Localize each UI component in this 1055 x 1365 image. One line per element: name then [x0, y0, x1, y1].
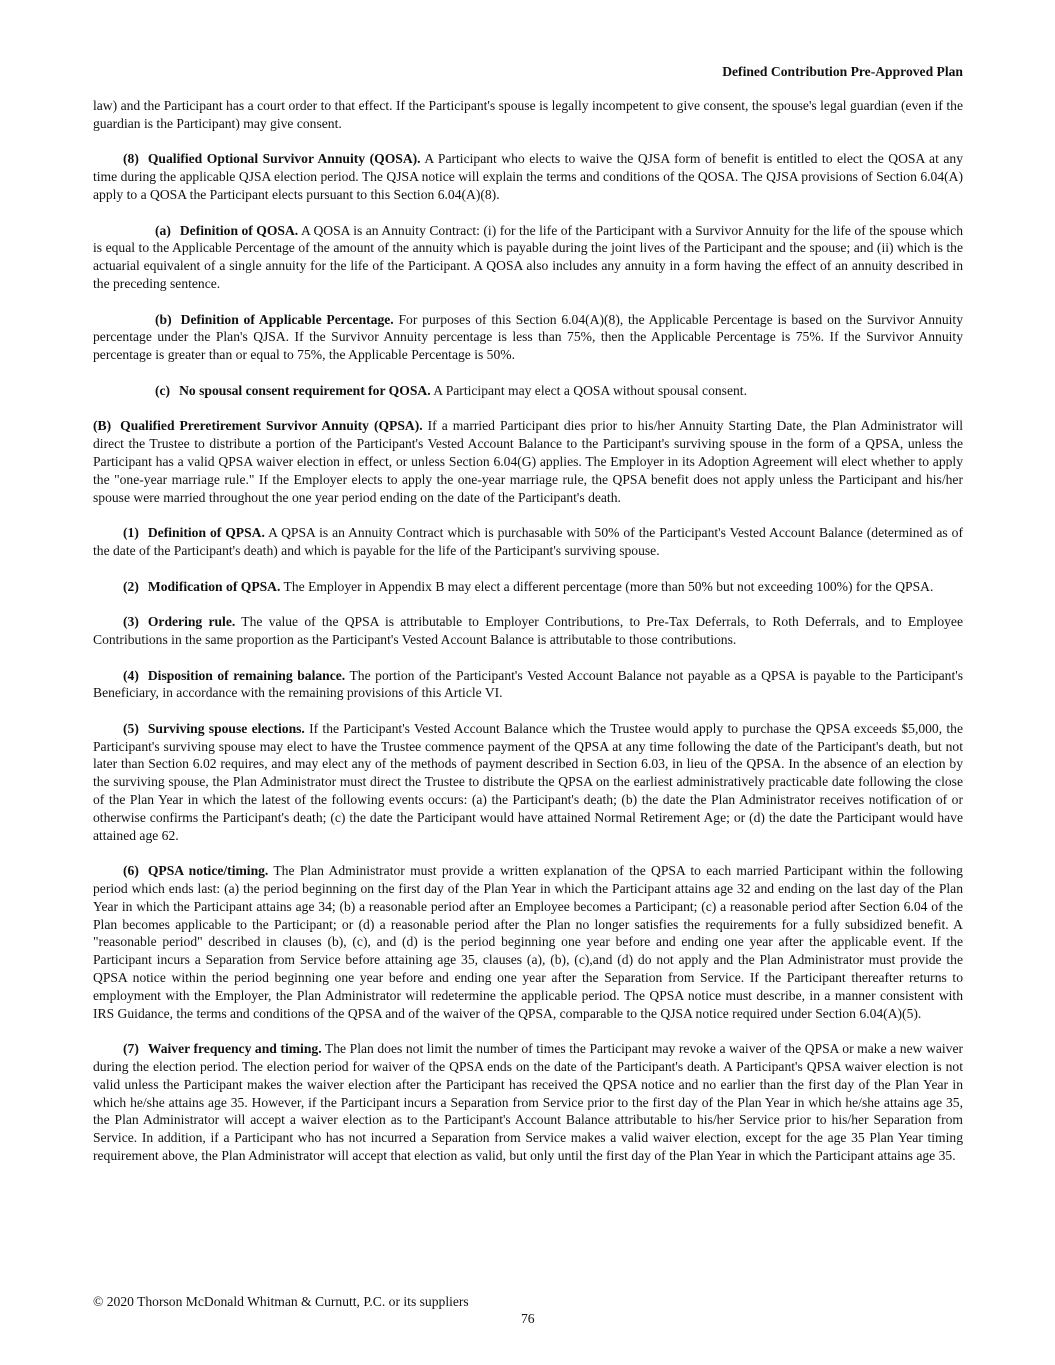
section-title: Definition of QPSA.	[147, 525, 265, 541]
section-title: Ordering rule.	[147, 614, 236, 630]
paragraph-text: law) and the Participant has a court order to that effect. If the Participant's spouse is legally incompetent to give consent, the spouse's legal guardian (even if the guardian is the Participant) may give consent.	[93, 98, 963, 131]
paragraph-continuation	[93, 97, 963, 133]
section-number: (c)	[155, 382, 171, 398]
paragraph-text: The portion of the Participant's Vested Account Balance not payable as a QPSA is payable to the Participant's Beneficiary, in accordance with the remaining provisions of this Article VI.	[93, 667, 963, 701]
section-title: Disposition of remaining balance.	[147, 667, 346, 683]
section-number: (B)	[93, 418, 112, 434]
subsection-a-definition-qosa	[93, 222, 963, 293]
section-number: (b)	[155, 311, 172, 327]
paragraph-text: The value of the QPSA is attributable to Employer Contributions, to Pre-Tax Deferrals, to Roth Deferrals, and to Employee Contributions in the same proportion as the Participant's Vested Account Balance is attributable to those contributions.	[93, 614, 963, 647]
section-title: Surviving spouse elections.	[147, 720, 305, 736]
section-8-qosa	[93, 150, 963, 203]
section-number: (7)	[123, 1041, 139, 1057]
section-2-modification-qpsa	[93, 578, 963, 596]
section-b-qpsa	[93, 417, 963, 506]
paragraph-text: The Employer in Appendix B may elect a different percentage (more than 50% but not exceeding 100%) for the QPSA.	[280, 578, 934, 594]
section-5-surviving-spouse	[93, 720, 963, 845]
section-number: (5)	[123, 720, 139, 736]
section-title: QPSA notice/timing.	[147, 863, 269, 879]
paragraph-text: If the Participant's Vested Account Balance which the Trustee would apply to purchase the QPSA exceeds $5,000, the Participant's surviving spouse may elect to have the Trustee commence payment of the QPSA at any time following the date of the Participant's death, but not later than Section 6.02 requires, and may elect any of the methods of payment described in Section 6.03, in lieu of the QPSA. In the absence of an election by the surviving spouse, the Plan Administrator must direct the Trustee to distribute the QPSA on the earliest administratively practicable date following the close of the Plan Year in which the latest of the following events occurs: (a) the Participant's death; (b) the date the Plan Administrator receives notification of or otherwise confirms the Participant's death; (c) the date the Participant would have attained Normal Retirement Age; or (d) the date the Participant would have attained age 62.	[93, 720, 964, 843]
copyright-notice: © 2020 Thorson McDonald Whitman & Curnutt, P.C. or its suppliers	[93, 1294, 469, 1309]
page-number: 76	[521, 1311, 535, 1326]
section-number: (6)	[123, 863, 139, 879]
section-title: Definition of QOSA.	[179, 222, 299, 238]
section-title: Qualified Optional Survivor Annuity (QOSA).	[147, 151, 421, 167]
section-title: Modification of QPSA.	[147, 578, 281, 594]
section-1-definition-qpsa	[93, 524, 963, 560]
paragraph-text: For purposes of this Section 6.04(A)(8), the Applicable Percentage is based on the Survivor Annuity percentage under the Plan's QJSA. If the Survivor Annuity percentage is less than 75%, then the Applicable Percentage is 75%. If the Survivor Annuity percentage is greater than or equal to 75%, the Applicable Percentage is 50%.	[93, 311, 964, 363]
section-number: (8)	[123, 151, 139, 167]
section-3-ordering-rule	[93, 613, 963, 649]
paragraph-text: A Participant who elects to waive the QJSA form of benefit is entitled to elect the QOSA at any time during the applicable QJSA election period. The QJSA notice will explain the terms and conditions of the QOSA. The QJSA provisions of Section 6.04(A) apply to a QOSA the Participant elects pursuant to this Section 6.04(A)(8).	[93, 151, 963, 202]
section-number: (a)	[155, 222, 171, 238]
section-title: Qualified Preretirement Survivor Annuity (QPSA).	[120, 418, 423, 434]
section-6-notice-timing	[93, 862, 963, 1022]
section-number: (1)	[123, 525, 139, 541]
paragraph-text: A Participant may elect a QOSA without spousal consent.	[430, 382, 747, 398]
section-4-disposition	[93, 667, 963, 703]
running-header: Defined Contribution Pre-Approved Plan	[722, 64, 963, 79]
section-number: (4)	[123, 667, 139, 683]
section-title: Waiver frequency and timing.	[147, 1041, 322, 1057]
paragraph-text: A QOSA is an Annuity Contract: (i) for the life of the Participant with a Survivor Annuity for the life of the spouse which is equal to the Applicable Percentage of the amount of the annuity which is payable during the joint lives of the Participant and the spouse; and (ii) which is the actuarial equivalent of a single annuity for the life of the Participant. A QOSA also includes any annuity in a form having the effect of an annuity described in the preceding sentence.	[93, 222, 964, 291]
paragraph-text: If a married Participant dies prior to his/her Annuity Starting Date, the Plan Administrator will direct the Trustee to distribute a portion of the Participant's Vested Account Balance to the Participant's surviving spouse in the form of a QPSA, unless the Participant has a valid QPSA waiver election in effect, or unless Section 6.04(G) applies. The Employer in its Adoption Agreement will elect whether to apply the "one-year marriage rule." If the Employer elects to apply the one-year marriage rule, the QPSA benefit does not apply unless the Participant and his/her spouse were married throughout the one year period ending on the date of the Participant's death.	[93, 418, 964, 505]
section-title: No spousal consent requirement for QOSA.	[179, 382, 431, 398]
paragraph-text: The Plan does not limit the number of times the Participant may revoke a waiver of the QPSA or make a new waiver during the election period. The election period for waiver of the QPSA ends on the date of the Participant's death. A Participant's QPSA waiver election is not valid unless the Participant makes the waiver election after the Participant has received the QPSA notice and no earlier than the first day of the Plan Year in which he/she attains age 35. However, if the Participant incurs a Separation from Service prior to the first day of the Plan Year in which he/she attains age 35, the Plan Administrator will accept a waiver election as to the Participant's Account Balance attributable to his/her Service prior to his/her Separation from Service. In addition, if a Participant who has not incurred a Separation from Service makes a valid waiver election, except for the age 35 Plan Year timing requirement above, the Plan Administrator will accept that election as valid, but only until the first day of the Plan Year in which the Participant attains age 35.	[93, 1041, 964, 1164]
subsection-b-applicable-percentage	[93, 311, 963, 364]
document-body	[93, 97, 963, 1183]
page-footer	[93, 1293, 963, 1326]
paragraph-text: A QPSA is an Annuity Contract which is purchasable with 50% of the Participant's Vested Account Balance (determined as of the date of the Participant's death) and which is payable for the life of the Participant's surviving spouse.	[93, 525, 963, 558]
section-title: Definition of Applicable Percentage.	[180, 311, 394, 327]
section-number: (3)	[123, 614, 139, 630]
section-7-waiver-frequency	[93, 1040, 963, 1165]
section-number: (2)	[123, 578, 139, 594]
paragraph-text: The Plan Administrator must provide a written explanation of the QPSA to each married Participant within the following period which ends last: (a) the period beginning on the first day of the Plan Year in which the Participant attains age 32 and ending on the last day of the Plan Year in which the Participant attains age 34; (b) a reasonable period after an Employee becomes a Participant; (c) a reasonable period after Section 6.04 of the Plan becomes applicable to the Participant; or (d) a reasonable period after the Plan no longer satisfies the requirements for a fully subsidized benefit. A "reasonable period" described in clauses (b), (c), and (d) is the period beginning one year before and ending one year after the applicable event. If the Participant incurs a Separation from Service before attaining age 35, clauses (a), (b), (c),and (d) do not apply and the Plan Administrator must provide the QPSA notice within the period beginning one year before and ending one year after the Separation from Service. If the Participant thereafter returns to employment with the Employer, the Plan Administrator will redetermine the applicable period. The QPSA notice must describe, in a manner consistent with IRS Guidance, the terms and conditions of the QPSA and of the waiver of the QPSA, comparable to the QJSA notice required under Section 6.04(A)(5).	[93, 863, 963, 1021]
subsection-c-no-spousal-consent	[93, 382, 963, 400]
